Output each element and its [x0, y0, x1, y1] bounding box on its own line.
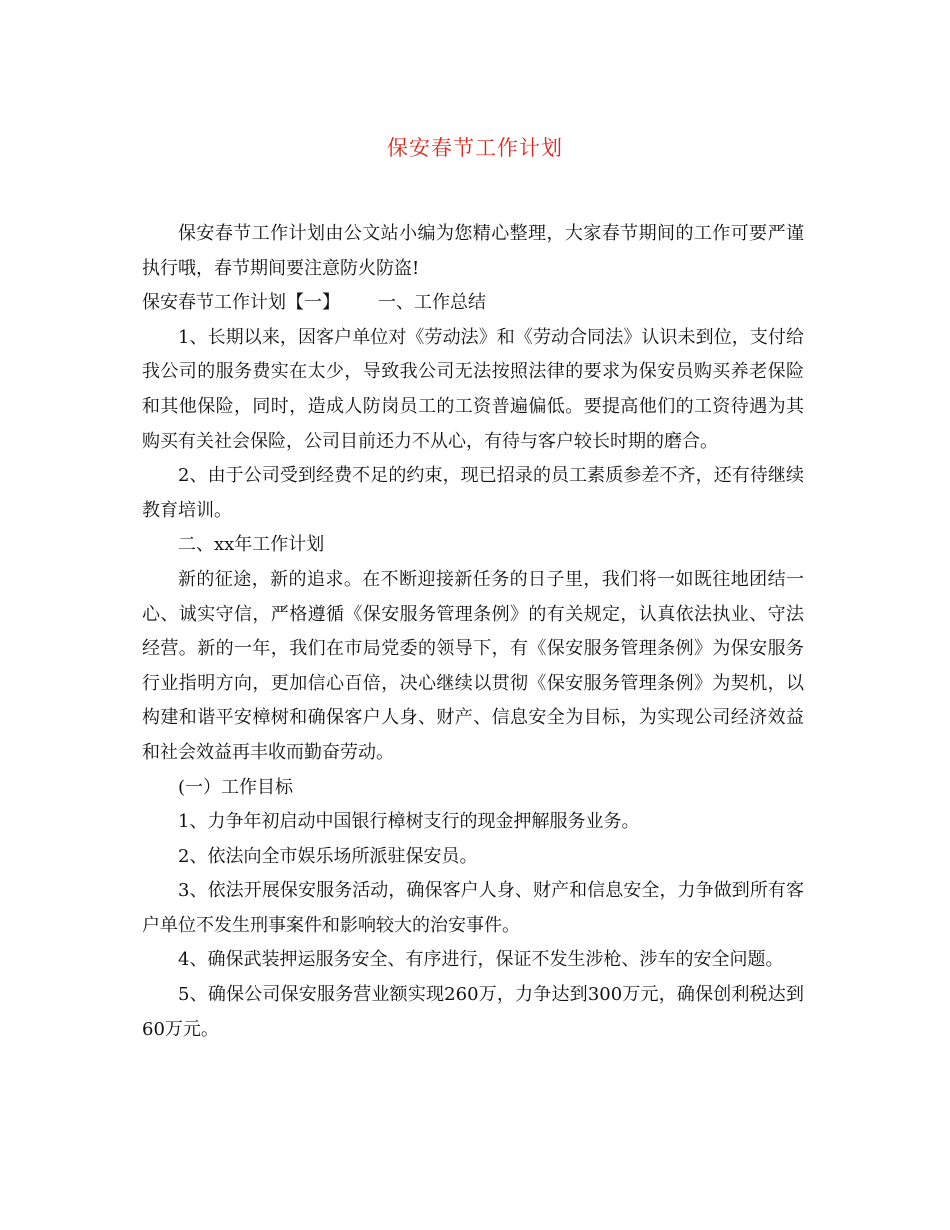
section-two-heading: 二、xx年工作计划 — [178, 534, 325, 556]
summary-item: 1、长期以来，因客户单位对《劳动法》和《劳动合同法》认识未到位，支付给我公司的服务费实在太少，导致我公司无法按照法律的要求为保安员购买养老保险和其他保险，同时，造成人防岗员工的工资普遍偏低。要提高他们的工资待遇为其购买有关社会保险，公司目前还力不从心，有待与客户较长时期的磨合。 — [142, 326, 804, 452]
goal-item: 4、确保武装押运服务安全、有序进行，保证不发生涉枪、涉车的安全问题。 — [178, 949, 784, 971]
plan-heading: 保安春节工作计划【一】 — [142, 292, 340, 314]
goal-item: 3、依法开展保安服务活动，确保客户人身、财产和信息安全，力争做到所有客户单位不发生刑事案件和影响较大的治安事件。 — [142, 880, 804, 936]
goals-heading: (一）工作目标 — [178, 776, 294, 798]
document-body — [142, 217, 804, 1047]
goal-item: 1、力争年初启动中国银行樟树支行的现金押解服务业务。 — [178, 811, 640, 833]
section-one-heading: 一、工作总结 — [378, 292, 486, 314]
summary-item: 2、由于公司受到经费不足的约束，现已招录的员工素质参差不齐，还有待继续教育培训。 — [142, 465, 804, 521]
intro-paragraph: 保安春节工作计划由公文站小编为您精心整理，大家春节期间的工作可要严谨执行哦，春节期间要注意防火防盗! — [142, 223, 804, 279]
document-title: 保安春节工作计划 — [387, 136, 563, 160]
section-two-paragraph: 新的征途，新的追求。在不断迎接新任务的日子里，我们将一如既往地团结一心、诚实守信，严格遵循《保安服务管理条例》的有关规定，认真依法执业、守法经营。新的一年，我们在市局党委的领导下，有《保安服务管理条例》为保安服务行业指明方向，更加信心百倍，决心继续以贯彻《保安服务管理条例》为契机，以构建和谐平安樟树和确保客户人身、财产、信息安全为目标，为实现公司经济效益和社会效益再丰收而勤奋劳动。 — [142, 568, 804, 763]
goal-item: 5、确保公司保安服务营业额实现260万，力争达到300万元，确保创利税达到60万元。 — [142, 984, 804, 1040]
plan-heading-row — [142, 286, 804, 321]
goal-item: 2、依法向全市娱乐场所派驻保安员。 — [178, 845, 478, 867]
